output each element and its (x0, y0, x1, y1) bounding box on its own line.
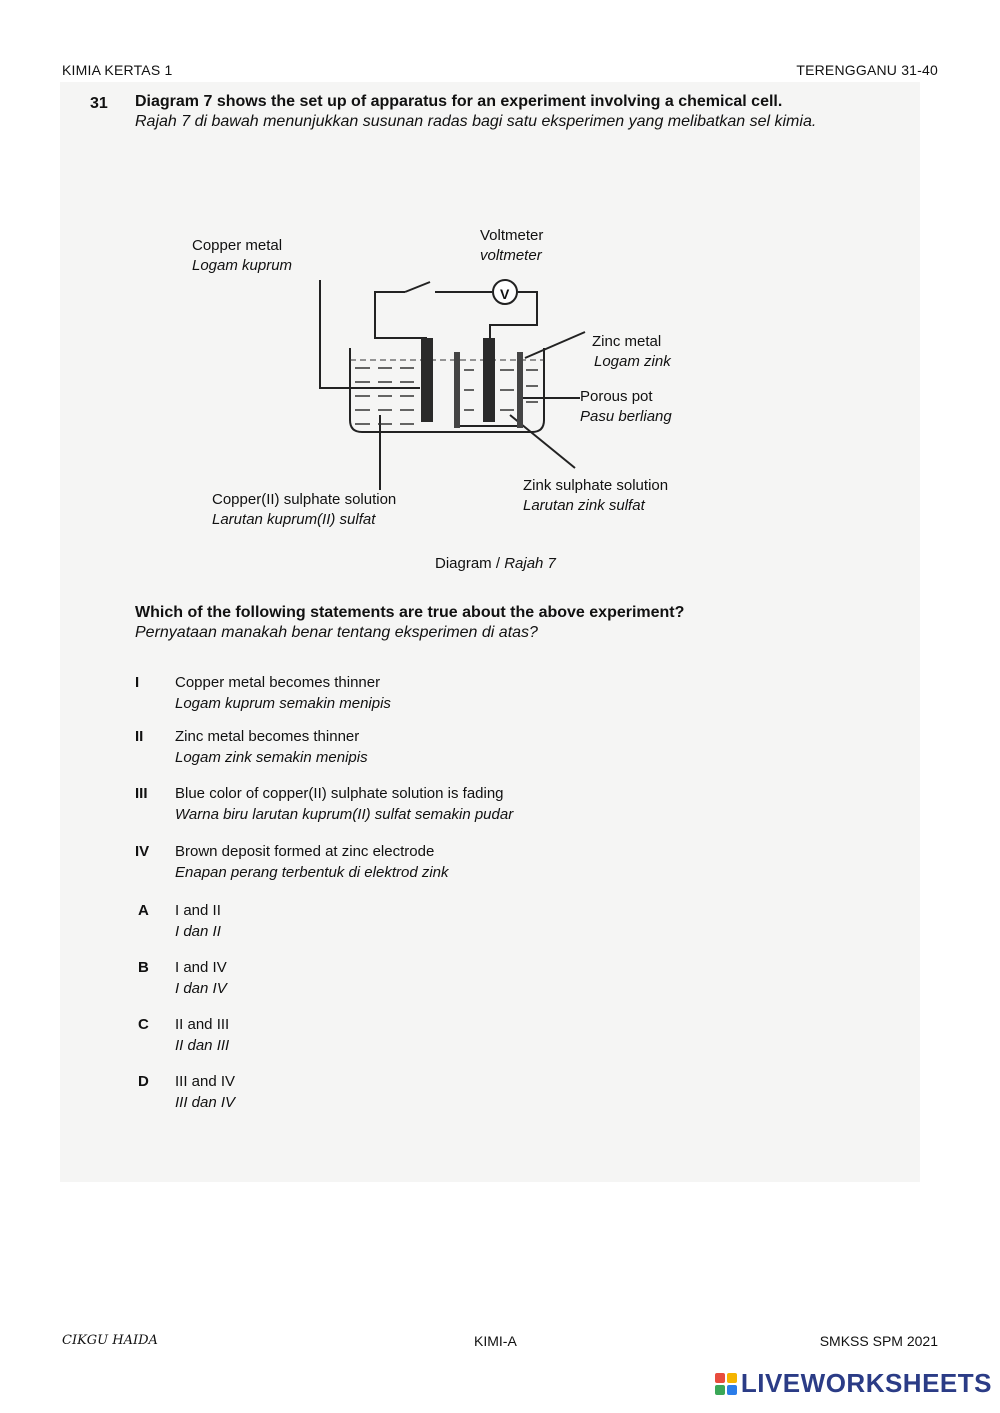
option-letter: C (138, 1016, 149, 1033)
footer-right: SMKSS SPM 2021 (819, 1333, 938, 1349)
statement-en: Copper metal becomes thinner (175, 674, 381, 691)
zinc-leader (525, 332, 585, 358)
option-letter: B (138, 959, 149, 976)
label-cuso4-ms: Larutan kuprum(II) sulfat (212, 511, 376, 528)
voltmeter-symbol: V (500, 286, 510, 302)
option-ms: I dan II (175, 923, 221, 940)
label-voltmeter-ms: voltmeter (480, 247, 542, 264)
option-en: I and IV (175, 959, 227, 976)
label-copper-sulphate (212, 490, 396, 530)
stem-en: Which of the following statements are true about the above experiment? (135, 604, 685, 621)
liveworksheets-logo-icon (715, 1373, 737, 1395)
label-copper (192, 236, 292, 276)
statement-number: IV (135, 843, 150, 860)
liveworksheets-brand[interactable] (715, 1368, 992, 1399)
label-pot-en: Porous pot (580, 388, 653, 405)
statement-en: Brown deposit formed at zinc electrode (175, 843, 435, 860)
caption-ms: Rajah 7 (504, 555, 556, 572)
label-zinc-sulphate (523, 476, 668, 516)
statement-en: Zinc metal becomes thinner (175, 728, 360, 745)
statement-ms: Warna biru larutan kuprum(II) sulfat semakin pudar (175, 806, 514, 823)
question-text-ms: Rajah 7 di bawah menunjukkan susunan radas bagi satu eksperimen yang melibatkan sel kimia. (135, 113, 817, 130)
footer-center: KIMI-A (474, 1333, 517, 1349)
option-ms: III dan IV (175, 1094, 236, 1111)
label-zinc-ms: Logam zink (594, 353, 671, 370)
question-stem (135, 603, 684, 643)
brand-wordmark: LIVEWORKSHEETS (740, 1368, 992, 1398)
question-text (135, 92, 925, 132)
copper-electrode (421, 338, 433, 422)
statement-en: Blue color of copper(II) sulphate solution is fading (175, 785, 504, 802)
statement-number: II (135, 728, 144, 745)
label-copper-en: Copper metal (192, 237, 283, 254)
label-zinc (592, 332, 671, 372)
caption-en: Diagram / (435, 555, 505, 572)
label-znso4-en: Zink sulphate solution (523, 477, 669, 494)
label-pot-ms: Pasu berliang (580, 408, 672, 425)
label-voltmeter-en: Voltmeter (480, 227, 544, 244)
option-letter: A (138, 902, 149, 919)
label-copper-ms: Logam kuprum (192, 257, 293, 274)
switch (405, 282, 430, 292)
zinc-electrode (483, 338, 495, 422)
label-porous-pot (580, 387, 672, 427)
porous-pot-wall-right (517, 352, 523, 428)
statement-ms: Enapan perang terbentuk di elektrod zink (175, 864, 449, 881)
copper-leader (320, 280, 420, 388)
option-letter: D (138, 1073, 149, 1090)
statement-ms: Logam zink semakin menipis (175, 749, 368, 766)
label-znso4-ms: Larutan zink sulfat (523, 497, 645, 514)
wire-left (375, 292, 427, 338)
option-en: I and II (175, 902, 221, 919)
chemical-cell-diagram (180, 220, 740, 530)
porous-pot-wall-left (454, 352, 460, 428)
header-right: TERENGGANU 31-40 (796, 62, 938, 78)
label-cuso4-en: Copper(II) sulphate solution (212, 491, 397, 508)
footer-author: CIKGU HAIDA (62, 1333, 158, 1348)
label-zinc-en: Zinc metal (592, 333, 662, 350)
option-ms: II dan III (175, 1037, 230, 1054)
statement-number: I (135, 674, 140, 691)
diagram-caption (435, 555, 556, 572)
option-ms: I dan IV (175, 980, 227, 997)
question-number: 31 (90, 95, 108, 112)
statement-number: III (135, 785, 148, 802)
stem-ms: Pernyataan manakah benar tentang eksperimen di atas? (135, 624, 538, 641)
statement-ms: Logam kuprum semakin menipis (175, 695, 391, 712)
header-left: KIMIA KERTAS 1 (62, 62, 173, 78)
label-voltmeter (480, 226, 543, 266)
question-text-en: Diagram 7 shows the set up of apparatus for an experiment involving a chemical cell. (135, 93, 783, 110)
option-en: II and III (175, 1016, 230, 1033)
option-en: III and IV (175, 1073, 236, 1090)
